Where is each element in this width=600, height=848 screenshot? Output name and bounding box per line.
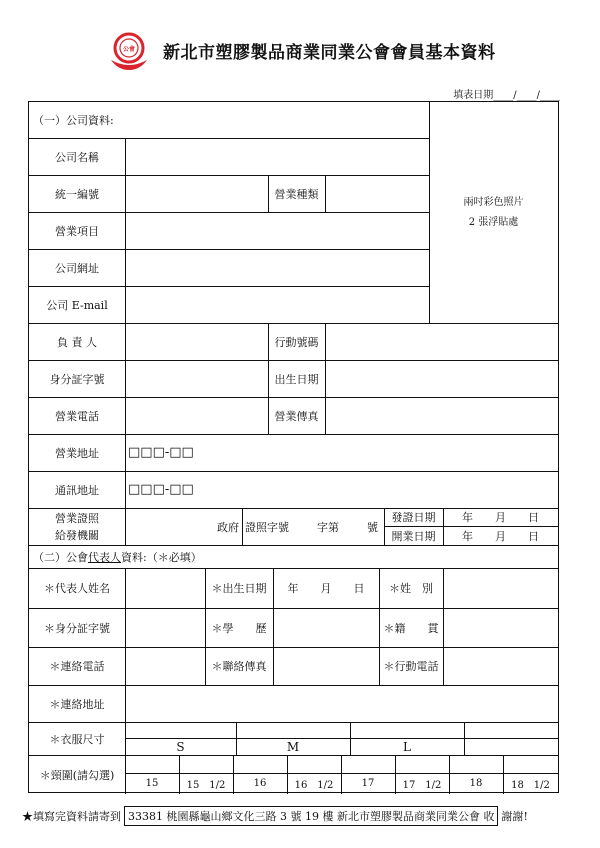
neck-check-16-half[interactable] bbox=[287, 755, 341, 773]
neck-check-18-half[interactable] bbox=[503, 755, 558, 773]
section2-heading-post: 資料:（＊必填） bbox=[121, 550, 202, 564]
photo-label-line2: 2 張浮貼處 bbox=[468, 216, 519, 228]
tax-id-field[interactable] bbox=[125, 175, 268, 212]
license-no-field[interactable] bbox=[242, 508, 384, 545]
label-birthday: 出生日期 bbox=[274, 372, 319, 386]
neck-label-17: 17 bbox=[361, 778, 375, 789]
mobile-field[interactable] bbox=[325, 323, 558, 360]
gov-label: 政府 bbox=[217, 520, 239, 534]
photo-area[interactable] bbox=[429, 102, 558, 323]
association-logo bbox=[108, 30, 150, 72]
size-m-check[interactable] bbox=[236, 722, 350, 738]
label-business-type: 營業種類 bbox=[274, 187, 319, 201]
label-website: 公司網址 bbox=[55, 261, 99, 275]
education-field[interactable] bbox=[273, 608, 379, 647]
rep-birthday-field[interactable]: 年 月 日 bbox=[287, 582, 365, 595]
footer-prefix: ★填寫完資料請寄到 bbox=[22, 810, 121, 823]
neck-label-18-half: 18 1/2 bbox=[511, 780, 550, 791]
neck-label-16: 16 bbox=[253, 778, 267, 789]
label-hao: 號 bbox=[367, 520, 378, 534]
license-line2: 給發機關 bbox=[55, 528, 99, 542]
label-rep-name: ＊代表人姓名 bbox=[44, 582, 110, 595]
label-license-authority bbox=[29, 508, 125, 545]
label-owner: 負 責 人 bbox=[57, 335, 97, 349]
label-education: ＊學 歷 bbox=[211, 621, 267, 635]
gender-field[interactable] bbox=[443, 568, 558, 608]
business-items-field[interactable] bbox=[125, 212, 429, 249]
label-rep-address: ＊連絡地址 bbox=[49, 697, 105, 711]
label-fax: 營業傳真 bbox=[274, 409, 319, 423]
neck-check-16[interactable] bbox=[233, 755, 287, 773]
label-email: 公司 E-mail bbox=[46, 298, 108, 312]
neck-check-15-half[interactable] bbox=[179, 755, 233, 773]
website-field[interactable] bbox=[125, 249, 429, 286]
label-open-date: 開業日期 bbox=[391, 529, 436, 543]
phone-field[interactable] bbox=[125, 397, 268, 434]
label-rep-birthday: ＊出生日期 bbox=[211, 582, 267, 595]
size-s-label: S bbox=[176, 739, 185, 754]
section1-heading: （一）公司資料: bbox=[33, 114, 114, 127]
photo-label-line1: 兩吋彩色照片 bbox=[463, 196, 524, 208]
license-line1: 營業證照 bbox=[55, 511, 99, 525]
label-rep-mobile: ＊行動電話 bbox=[383, 660, 439, 673]
issue-date-field[interactable]: 年 月 日 bbox=[462, 511, 539, 524]
page-title: 新北市塑膠製品商業同業公會會員基本資料 bbox=[163, 43, 496, 63]
neck-label-17-half: 17 1/2 bbox=[402, 780, 442, 791]
logo-text: 公會 bbox=[122, 46, 136, 53]
label-size: ＊衣服尺寸 bbox=[49, 732, 105, 746]
label-gender: ＊姓 別 bbox=[389, 582, 433, 595]
open-date-field[interactable]: 年 月 日 bbox=[462, 529, 539, 543]
neck-label-15: 15 bbox=[145, 778, 159, 789]
neck-check-17[interactable] bbox=[341, 755, 395, 773]
label-license-no: 證照字號 bbox=[245, 520, 289, 534]
section2-heading bbox=[29, 545, 558, 568]
label-mail-address: 通訊地址 bbox=[55, 483, 99, 497]
size-l-label: L bbox=[403, 739, 411, 754]
biz-address-field[interactable]: □□□-□□ bbox=[128, 445, 194, 460]
size-m-label: M bbox=[286, 739, 300, 754]
rep-mobile-field[interactable] bbox=[443, 647, 558, 685]
neck-check-15[interactable] bbox=[125, 755, 179, 773]
label-tax-id: 統一編號 bbox=[55, 187, 99, 201]
label-hometown: ＊籍 貫 bbox=[383, 621, 439, 635]
hometown-field[interactable] bbox=[443, 608, 558, 647]
label-business-items: 營業項目 bbox=[55, 224, 99, 238]
id-no-field[interactable] bbox=[125, 360, 268, 397]
neck-check-17-half[interactable] bbox=[395, 755, 449, 773]
owner-field[interactable] bbox=[125, 323, 268, 360]
neck-label-18: 18 bbox=[469, 778, 483, 789]
label-neck: ＊頸圍(請勾選) bbox=[39, 768, 115, 782]
label-rep-phone: ＊連絡電話 bbox=[49, 660, 105, 673]
neck-label-15-half: 15 1/2 bbox=[186, 780, 226, 791]
rep-id-field[interactable] bbox=[125, 608, 205, 647]
mail-address-field[interactable]: □□□-□□ bbox=[128, 482, 194, 497]
gov-field[interactable] bbox=[125, 508, 242, 545]
label-zi: 字第 bbox=[317, 520, 339, 534]
rep-fax-field[interactable] bbox=[273, 647, 379, 685]
neck-check-18[interactable] bbox=[449, 755, 503, 773]
label-rep-id: ＊身分証字號 bbox=[44, 621, 110, 635]
neck-label-16-half: 16 1/2 bbox=[294, 780, 334, 791]
label-phone: 營業電話 bbox=[55, 409, 99, 423]
fax-field[interactable] bbox=[325, 397, 558, 434]
rep-phone-field[interactable] bbox=[125, 647, 205, 685]
rep-name-field[interactable] bbox=[125, 568, 205, 608]
email-field[interactable] bbox=[125, 286, 429, 323]
size-s-check[interactable] bbox=[125, 722, 236, 738]
label-mobile: 行動號碼 bbox=[274, 335, 319, 349]
size-extra-check[interactable] bbox=[464, 722, 558, 738]
footer-suffix: 謝謝! bbox=[501, 810, 528, 823]
company-name-field[interactable] bbox=[125, 138, 429, 175]
business-type-field[interactable] bbox=[325, 175, 429, 212]
section2-heading-pre: （二）公會 bbox=[33, 550, 88, 564]
mailing-address: 33381 桃園縣龜山鄉文化三路 3 號 19 樓 新北市塑膠製品商業同業公會 收 bbox=[124, 806, 498, 826]
label-biz-address: 營業地址 bbox=[55, 446, 99, 460]
size-l-check[interactable] bbox=[350, 722, 464, 738]
label-issue-date: 發證日期 bbox=[391, 511, 436, 524]
birthday-field[interactable] bbox=[325, 360, 558, 397]
label-company-name: 公司名稱 bbox=[55, 150, 99, 164]
section2-heading-underlined: 代表人 bbox=[88, 550, 121, 564]
fill-date-label: 填表日期____/____/____ bbox=[453, 90, 560, 101]
label-rep-fax: ＊聯絡傳真 bbox=[211, 660, 267, 673]
rep-address-field[interactable] bbox=[125, 685, 558, 722]
label-id-no: 身分証字號 bbox=[49, 372, 105, 386]
member-form bbox=[28, 101, 559, 793]
footer-note bbox=[22, 806, 528, 826]
